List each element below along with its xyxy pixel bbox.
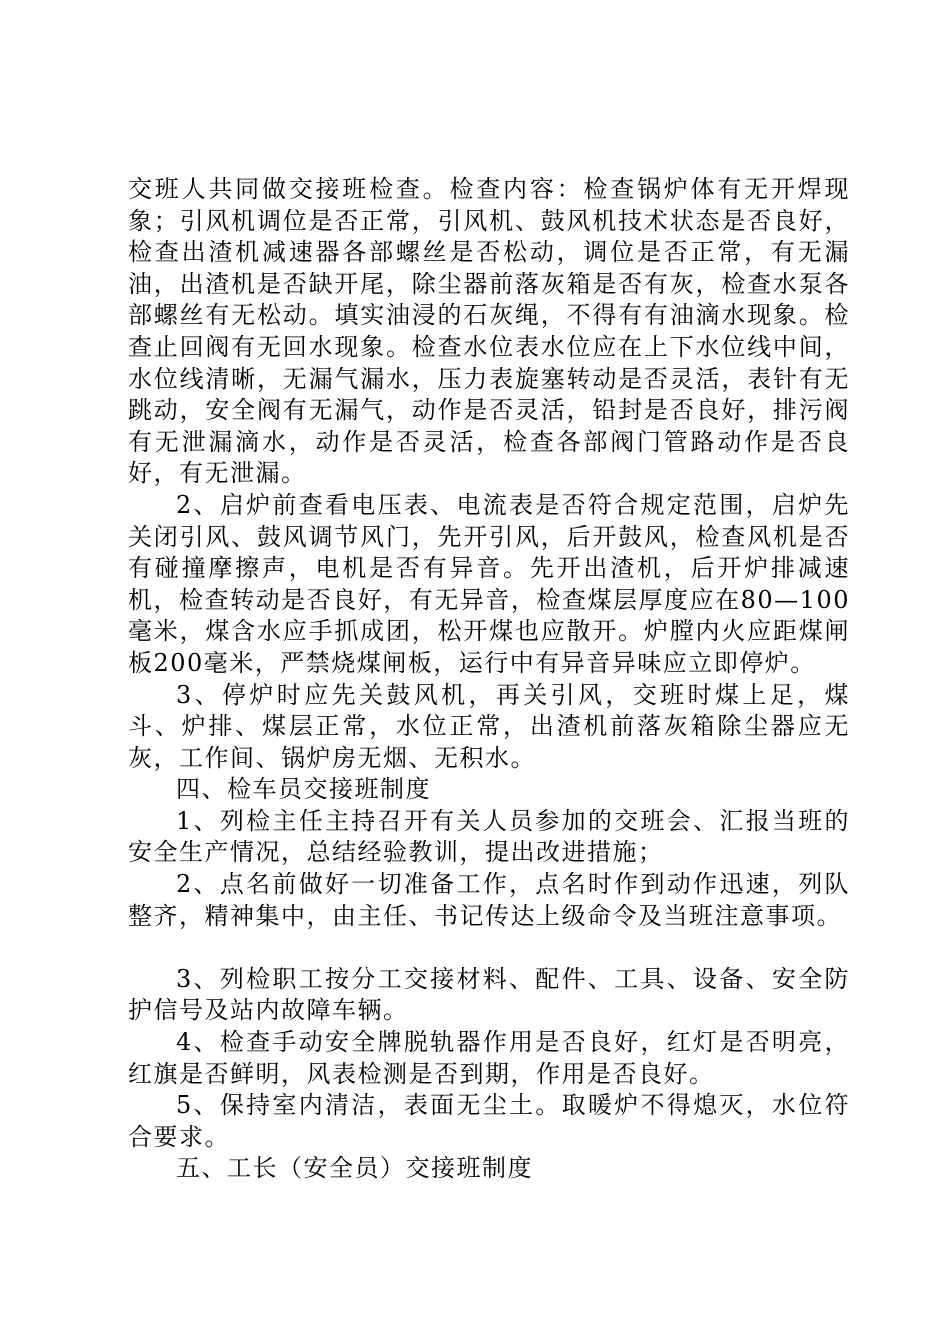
- paragraph-inspection-content: 交班人共同做交接班检查。检查内容：检查锅炉体有无开焊现象；引风机调位是否正常，引风机、鼓风机技术状态是否良好，检查出渣机减速器各部螺丝是否松动，调位是否正常，有无漏油，出渣机是否缺开尾，除尘器前落灰箱是否有灰，检查水泵各部螺丝有无松动。填实油浸的石灰绳，不得有有油滴水现象。检查止回阀有无回水现象。检查水位表水位应在上下水位线中间，水位线清晰，无漏气漏水，压力表旋塞转动是否灵活，表针有无跳动，安全阀有无漏气，动作是否灵活，铅封是否良好，排污阀有无泄漏滴水，动作是否灵活，检查各部阀门管路动作是否良好，有无泄漏。: [128, 175, 850, 488]
- paragraph-section4-item-2: 2、点名前做好一切准备工作，点名时作到动作迅速，列队整齐，精神集中，由主任、书记传达上级命令及当班注意事项。: [128, 870, 850, 930]
- paragraph-section4-item-4: 4、检查手动安全牌脱轨器作用是否良好，红灯是否明亮，红旗是否鲜明，风表检测是否到期，作用是否良好。: [128, 1028, 850, 1088]
- paragraph-item-2-startup: 2、启炉前查看电压表、电流表是否符合规定范围，启炉先关闭引风、鼓风调节风门，先开引风，后开鼓风，检查风机是否有碰撞摩擦声，电机是否有异音。先开出渣机，后开炉排减速机，检查转动是否良好，有无异音，检查煤层厚度应在80—100毫米，煤含水应手抓成团，松开煤也应散开。炉膛内火应距煤闸板200毫米，严禁烧煤闸板，运行中有异音异味应立即停炉。: [128, 490, 850, 677]
- paragraph-section4-item-1: 1、列检主任主持召开有关人员参加的交班会、汇报当班的安全生产情况，总结经验教训，提出改进措施；: [128, 806, 850, 867]
- section-heading-4: 四、检车员交接班制度: [176, 775, 431, 804]
- paragraph-section4-item-3: 3、列检职工按分工交接材料、配件、工具、设备、安全防护信号及站内故障车辆。: [128, 964, 850, 1025]
- section-heading-5: 五、工长（安全员）交接班制度: [176, 1154, 533, 1183]
- paragraph-section4-item-5: 5、保持室内清洁，表面无尘土。取暖炉不得熄灭，水位符合要求。: [128, 1091, 850, 1151]
- document-page: [128, 174, 850, 1185]
- paragraph-item-3-shutdown: 3、停炉时应先关鼓风机，再关引风，交班时煤上足，煤斗、炉排、煤层正常，水位正常，出渣机前落灰箱除尘器应无灰，工作间、锅炉房无烟、无积水。: [128, 680, 850, 772]
- blank-line: [128, 932, 850, 964]
